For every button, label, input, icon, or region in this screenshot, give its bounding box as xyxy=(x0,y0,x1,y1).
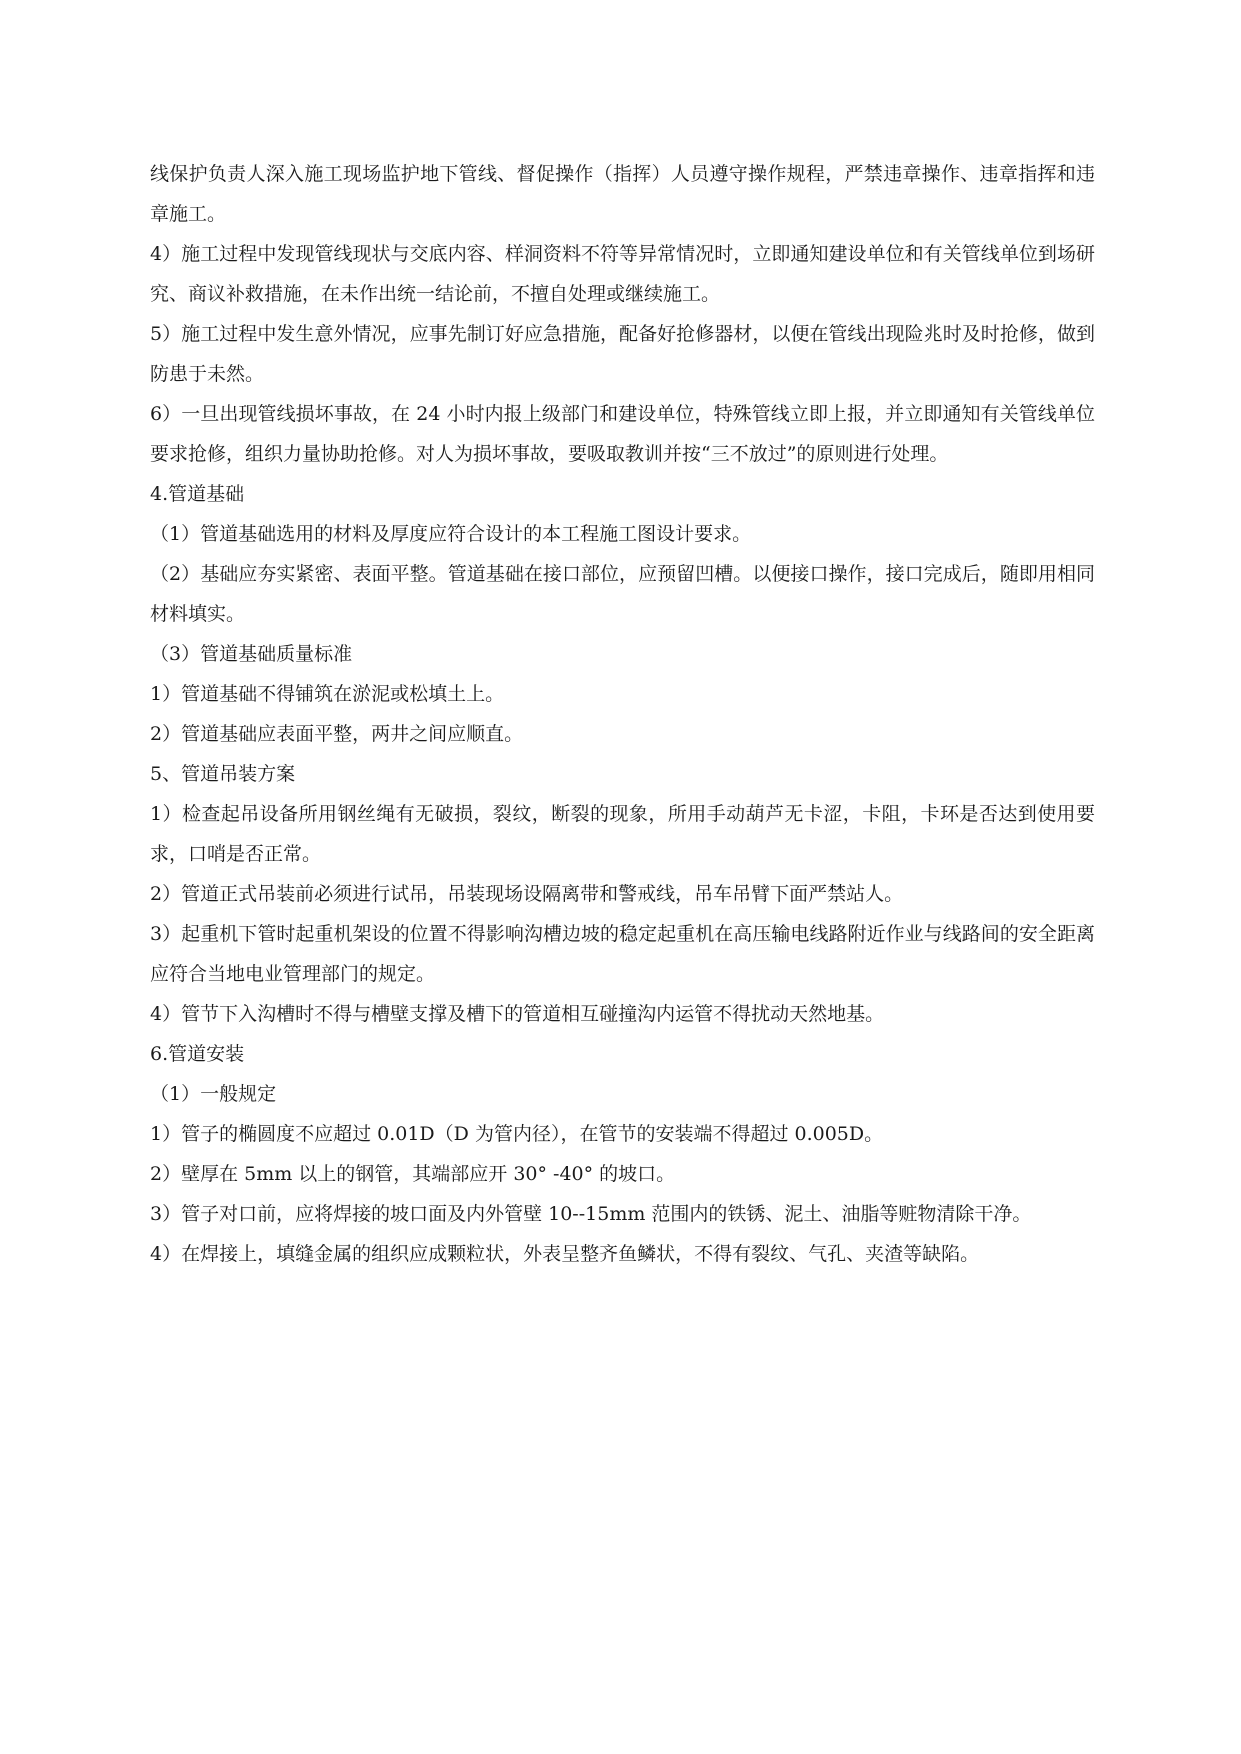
paragraph-hoisting-2: 2）管道正式吊装前必须进行试吊，吊装现场设隔离带和警戒线，吊车吊臂下面严禁站人。 xyxy=(150,883,904,905)
subheading-general-rules: （1）一般规定 xyxy=(150,1083,277,1105)
subheading-foundation-quality: （3）管道基础质量标准 xyxy=(150,643,353,665)
paragraph-continuation: 线保护负责人深入施工现场监护地下管线、督促操作（指挥）人员遵守操作规程，严禁违章操作、违章指挥和违章施工。 xyxy=(150,163,1095,225)
paragraph-hoisting-1: 1）检查起吊设备所用钢丝绳有无破损，裂纹，断裂的现象，所用手动葫芦无卡涩，卡阻，卡环是否达到使用要求，口哨是否正常。 xyxy=(150,803,1095,865)
paragraph-quality-2: 2）管道基础应表面平整，两井之间应顺直。 xyxy=(150,723,524,745)
paragraph-install-3: 3）管子对口前，应将焊接的坡口面及内外管壁 10--15mm 范围内的铁锈、泥土、油脂等赃物清除干净。 xyxy=(150,1203,1032,1225)
paragraph-quality-1: 1）管道基础不得铺筑在淤泥或松填土上。 xyxy=(150,683,505,705)
paragraph-install-1: 1）管子的椭圆度不应超过 0.01D（D 为管内径），在管节的安装端不得超过 0.005D。 xyxy=(150,1123,884,1145)
section-heading-pipe-installation: 6.管道安装 xyxy=(150,1043,245,1065)
paragraph-install-4: 4）在焊接上，填缝金属的组织应成颗粒状，外表呈整齐鱼鳞状，不得有裂纹、气孔、夹渣等缺陷。 xyxy=(150,1243,980,1265)
paragraph-hoisting-3: 3）起重机下管时起重机架设的位置不得影响沟槽边坡的稳定起重机在高压输电线路附近作业与线路间的安全距离应符合当地电业管理部门的规定。 xyxy=(150,923,1095,985)
document-body xyxy=(150,154,1095,1274)
paragraph-item-5-emergency: 5）施工过程中发生意外情况，应事先制订好应急措施，配备好抢修器材，以便在管线出现险兆时及时抢修，做到防患于未然。 xyxy=(150,323,1095,385)
section-heading-hoisting: 5、管道吊装方案 xyxy=(150,763,296,785)
paragraph-item-4-anomaly: 4）施工过程中发现管线现状与交底内容、样洞资料不符等异常情况时，立即通知建设单位和有关管线单位到场研究、商议补救措施，在未作出统一结论前，不擅自处理或继续施工。 xyxy=(150,243,1095,305)
paragraph-foundation-1: （1）管道基础选用的材料及厚度应符合设计的本工程施工图设计要求。 xyxy=(150,523,752,545)
paragraph-hoisting-4: 4）管节下入沟槽时不得与槽壁支撑及槽下的管道相互碰撞沟内运管不得扰动天然地基。 xyxy=(150,1003,885,1025)
paragraph-install-2: 2）壁厚在 5mm 以上的钢管，其端部应开 30° -40° 的坡口。 xyxy=(150,1163,676,1185)
paragraph-item-6-damage: 6）一旦出现管线损坏事故，在 24 小时内报上级部门和建设单位，特殊管线立即上报，并立即通知有关管线单位要求抢修，组织力量协助抢修。对人为损坏事故，要吸取教训并按“三不放过”的原则进行处理。 xyxy=(150,403,1095,465)
paragraph-foundation-2: （2）基础应夯实紧密、表面平整。管道基础在接口部位，应预留凹槽。以便接口操作，接口完成后，随即用相同材料填实。 xyxy=(150,563,1095,625)
section-heading-pipe-foundation: 4.管道基础 xyxy=(150,483,245,505)
